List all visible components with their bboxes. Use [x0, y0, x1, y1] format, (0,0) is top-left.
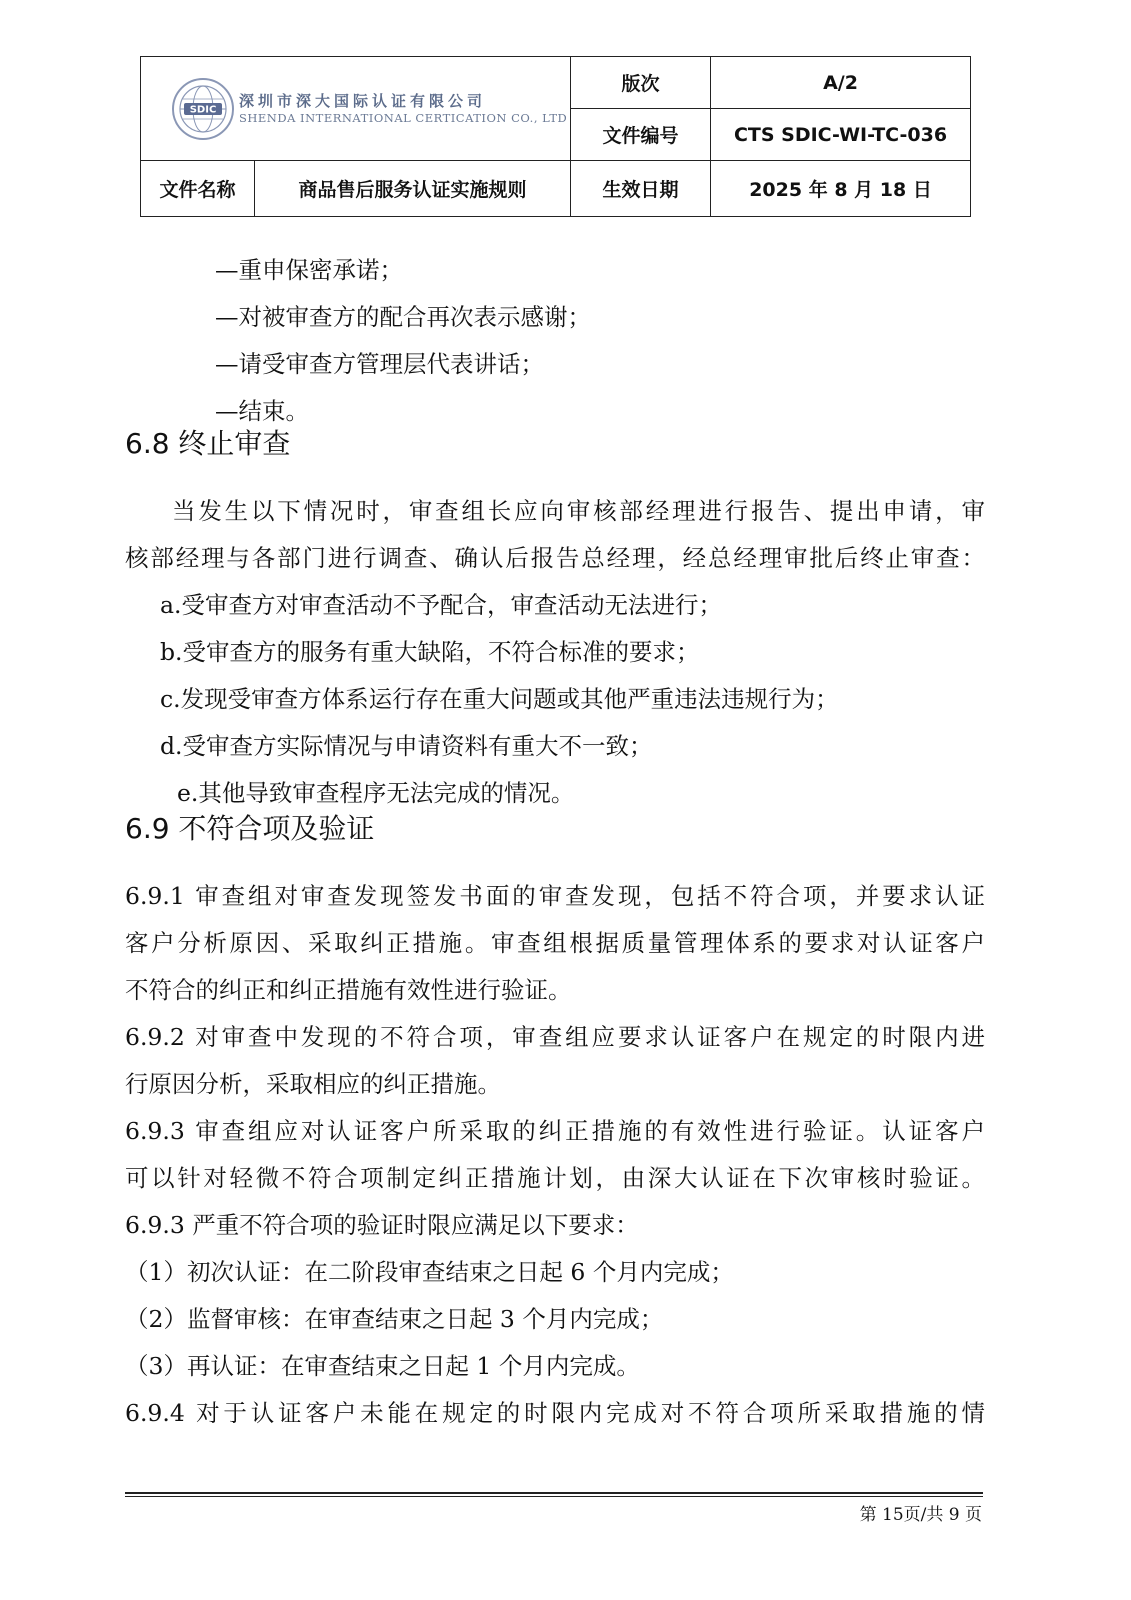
list-item: —对被审查方的配合再次表示感谢；: [215, 303, 591, 331]
closing-items-list: [215, 247, 1075, 435]
paragraph-line: 客户分析原因、采取纠正措施。审查组根据质量管理体系的要求对认证客户: [125, 929, 985, 957]
doc-number-value: CTS SDIC-WI-TC-036: [711, 109, 971, 161]
section-6-8-body: [125, 488, 985, 817]
section-6-9-body: [125, 873, 985, 1437]
list-item: —重申保密承诺；: [215, 256, 403, 284]
company-name-en: SHENDA INTERNATIONAL CERTICATION CO., LTD: [239, 110, 568, 125]
list-item: b.受审查方的服务有重大缺陷，不符合标准的要求；: [160, 638, 700, 666]
document-header-table: [140, 56, 971, 217]
doc-name-value: 商品售后服务认证实施规则: [255, 161, 571, 217]
list-item: —请受审查方管理层代表讲话；: [215, 350, 544, 378]
paragraph-line: 6.9.4 对于认证客户未能在规定的时限内完成对不符合项所采取措施的情: [125, 1399, 985, 1427]
paragraph-line: 6.9.3 审查组应对认证客户所采取的纠正措施的有效性进行验证。认证客户: [125, 1117, 985, 1145]
effective-date-label: 生效日期: [571, 161, 711, 217]
logo-text: SDIC: [189, 104, 217, 115]
list-item: e.其他导致审查程序无法完成的情况。: [177, 779, 575, 807]
paragraph-line: 可以针对轻微不符合项制定纠正措施计划，由深大认证在下次审核时验证。: [125, 1164, 985, 1192]
section-6-9-title: 6.9 不符合项及验证: [125, 812, 375, 845]
list-item: a.受审查方对审查活动不予配合，审查活动无法进行；: [160, 591, 722, 619]
effective-date-value: 2025 年 8 月 18 日: [711, 161, 971, 217]
paragraph-line: 当发生以下情况时，审查组长应向审核部经理进行报告、提出申请，审: [172, 497, 985, 525]
section-6-8-title: 6.8 终止审查: [125, 427, 291, 460]
doc-name-label: 文件名称: [141, 161, 255, 217]
version-value: A/2: [711, 57, 971, 109]
list-item: —结束。: [215, 397, 309, 425]
company-name-cn: 深圳市深大国际认证有限公司: [239, 91, 487, 110]
company-logo-cell: [141, 57, 571, 161]
paragraph-line: 6.9.3 严重不符合项的验证时限应满足以下要求：: [125, 1211, 639, 1239]
paragraph-line: 核部经理与各部门进行调查、确认后报告总经理，经总经理审批后终止审查：: [125, 544, 985, 572]
list-item: （1）初次认证：在二阶段审查结束之日起 6 个月内完成；: [125, 1258, 734, 1286]
list-item: d.受审查方实际情况与申请资料有重大不一致；: [160, 732, 653, 760]
footer-divider: [125, 1492, 983, 1497]
company-logo-icon: [171, 77, 235, 141]
paragraph-line: 不符合的纠正和纠正措施有效性进行验证。: [125, 976, 572, 1004]
paragraph-line: 6.9.1 审查组对审查发现签发书面的审查发现，包括不符合项，并要求认证: [125, 882, 985, 910]
version-label: 版次: [571, 57, 711, 109]
list-item: （2）监督审核：在审查结束之日起 3 个月内完成；: [125, 1305, 664, 1333]
list-item: c.发现受审查方体系运行存在重大问题或其他严重违法违规行为；: [160, 685, 839, 713]
paragraph-line: 6.9.2 对审查中发现的不符合项，审查组应要求认证客户在规定的时限内进: [125, 1023, 985, 1051]
page-number: 第 15页/共 9 页: [859, 1505, 982, 1525]
list-item: （3）再认证：在审查结束之日起 1 个月内完成。: [125, 1352, 640, 1380]
doc-number-label: 文件编号: [571, 109, 711, 161]
paragraph-line: 行原因分析，采取相应的纠正措施。: [125, 1070, 501, 1098]
